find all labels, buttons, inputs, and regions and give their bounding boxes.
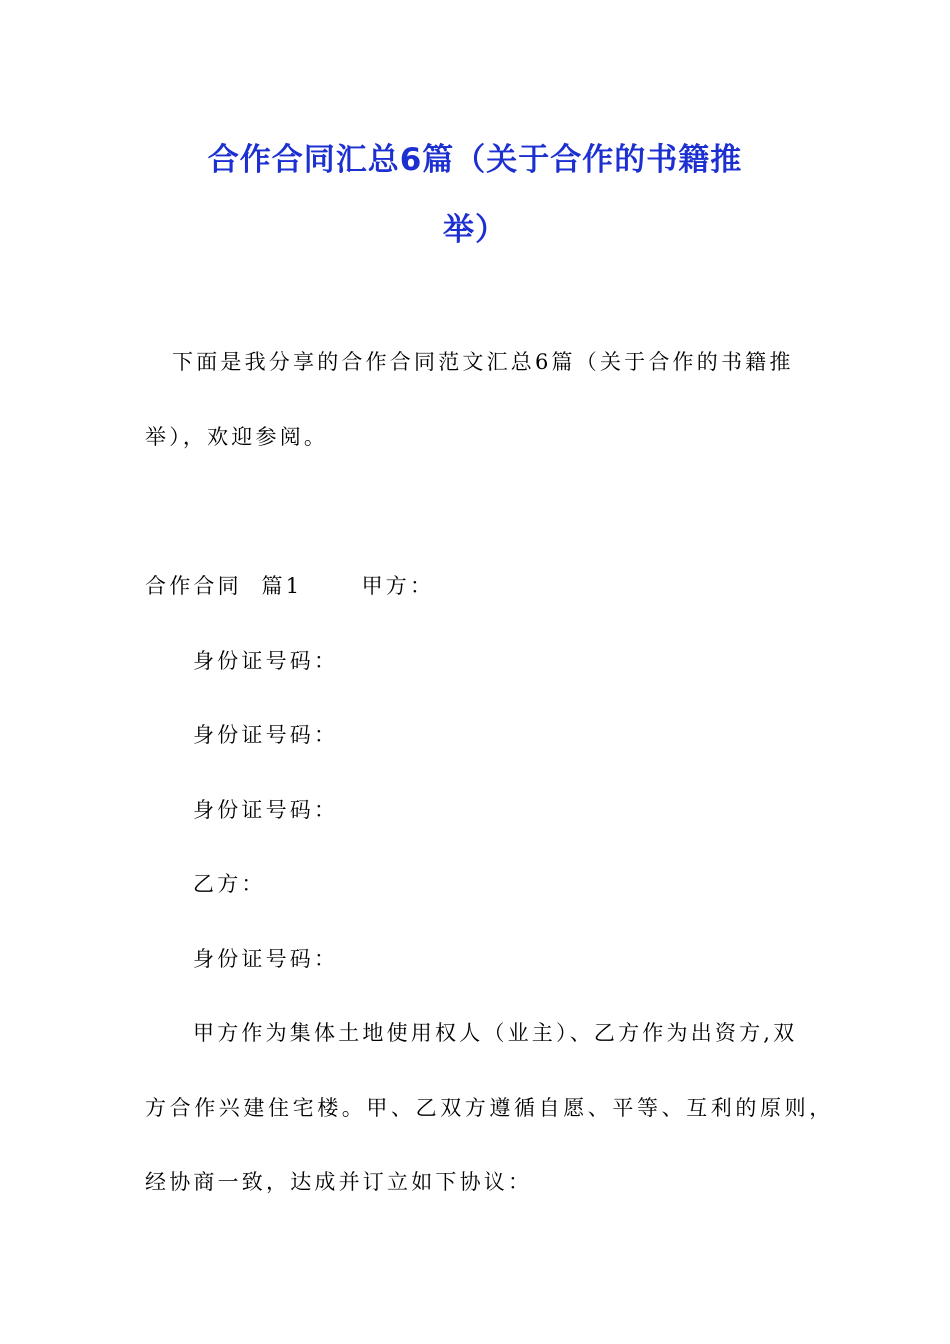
intro-paragraph-line-1: 下面是我分享的合作合同范文汇总6篇（关于合作的书籍推 [172, 350, 794, 374]
document-title-line-2: 举） [443, 212, 507, 248]
party-b-field: 乙方： [193, 872, 266, 896]
id-number-field-1: 身份证号码： [193, 649, 339, 673]
body-paragraph-line-1: 甲方作为集体土地使用权人（业主）、乙方作为出资方,双 [193, 1021, 798, 1045]
id-number-field-4: 身份证号码： [193, 947, 339, 971]
intro-paragraph-line-2: 举），欢迎参阅。 [145, 425, 329, 449]
document-title-line-1: 合作合同汇总6篇（关于合作的书籍推 [207, 142, 743, 178]
id-number-field-2: 身份证号码： [193, 723, 339, 747]
body-paragraph-line-2: 方合作兴建住宅楼。甲、乙双方遵循自愿、平等、互利的原则， [145, 1096, 834, 1120]
id-number-field-3: 身份证号码： [193, 798, 339, 822]
body-paragraph-line-3: 经协商一致，达成并订立如下协议： [145, 1170, 533, 1194]
section-heading: 合作合同 篇1 甲方： [145, 574, 435, 598]
